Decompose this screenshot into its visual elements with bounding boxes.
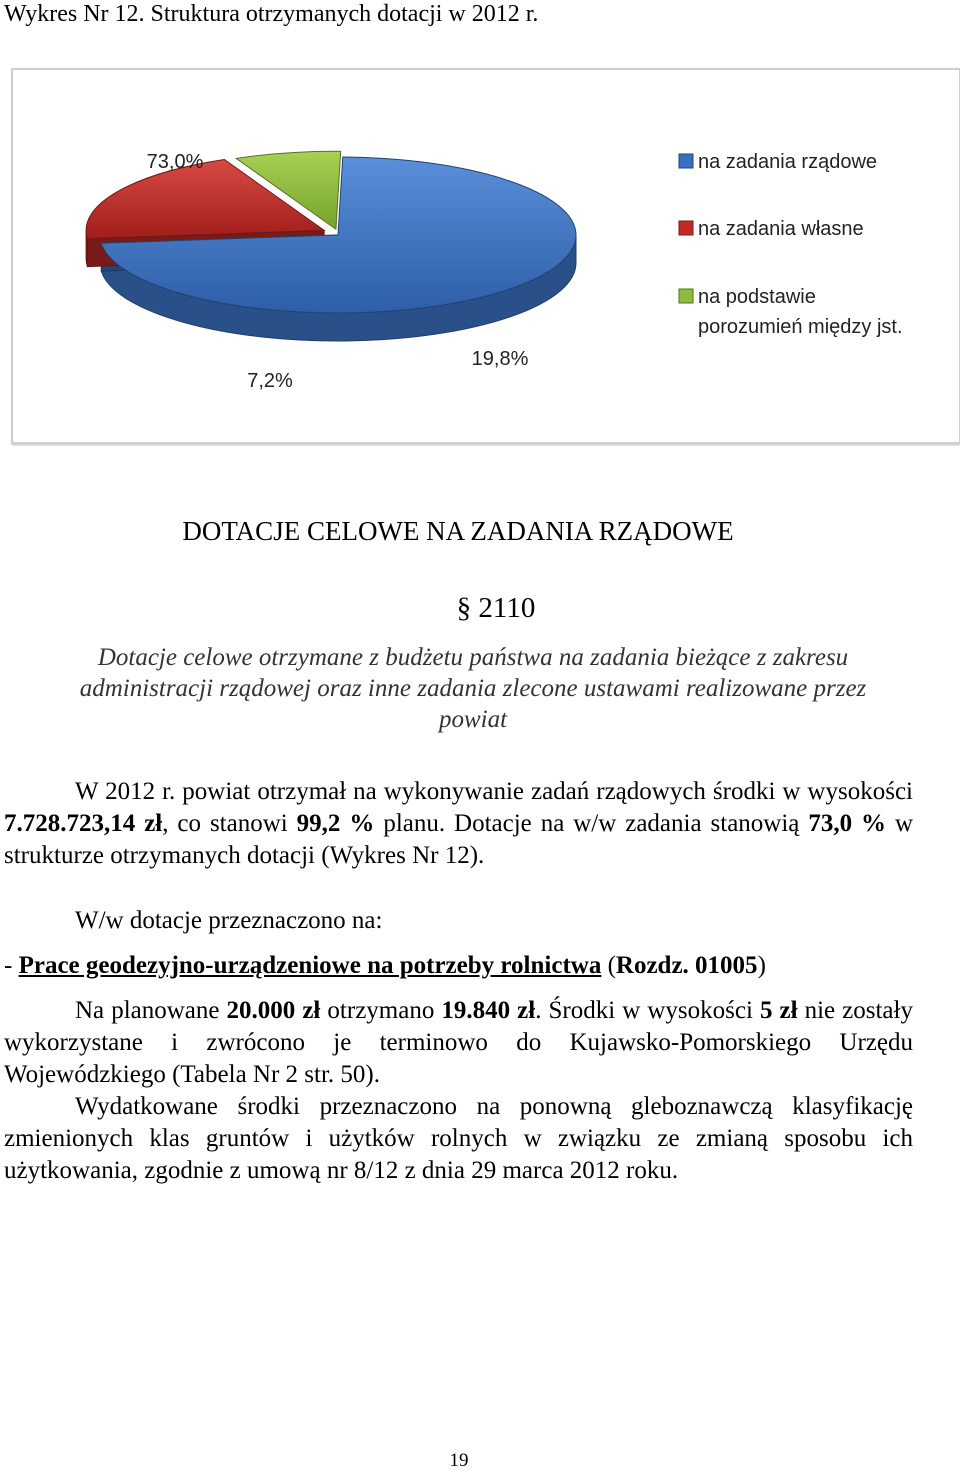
pie-chart xyxy=(11,68,960,444)
section-title: DOTACJE CELOWE NA ZADANIA RZĄDOWE xyxy=(182,516,734,546)
pie-slice-value-label: 73,0% xyxy=(146,151,204,173)
section-code: § 2110 xyxy=(456,592,536,624)
pie-chart-svg xyxy=(13,70,959,442)
paragraph-intro: W/w dotacje przeznaczono na: xyxy=(75,907,383,934)
legend-swatch xyxy=(679,289,693,303)
item-title: Prace geodezyjno-urządzeniowe na potrzeby rolnictwa xyxy=(18,952,602,979)
section-description: Dotacje celowe otrzymane z budżetu państwa na zadania bieżące z zakresu administracji rządowej oraz inne zadania zlecone ustawami realizowane przez powiat xyxy=(79,644,867,733)
legend-swatch xyxy=(679,221,693,235)
page-number: 19 xyxy=(449,1450,469,1471)
legend-entry-label: porozumień między jst. xyxy=(698,316,903,338)
legend xyxy=(679,151,903,338)
legend-swatch xyxy=(679,154,693,168)
list-item-geodesy: - Prace geodezyjno-urządzeniowe na potrzeby rolnictwa (Rozdz. 01005) xyxy=(4,952,766,979)
legend-entry-label: na zadania rządowe xyxy=(698,151,878,173)
paragraph-spending: Wydatkowane środki przeznaczono na ponowną gleboznawczą klasyfikację zmienionych klas gruntów i użytków rolnych w związku ze zmianą sposobu ich użytkowania, zgodnie z umową nr 8/12 z dnia 29 marca 2012 roku. xyxy=(4,1093,913,1184)
legend-entry-label: na podstawie xyxy=(698,286,816,308)
paragraph-summary: W 2012 r. powiat otrzymał na wykonywanie zadań rządowych środki w wysokości 7.728.723,14 zł, co stanowi 99,2 % planu. Dotacje na w/w zadania stanowią 73,0 % w strukturze otrzymanych dotacji (Wykres Nr 12). xyxy=(4,778,914,869)
pie-slice-value-label: 19,8% xyxy=(471,348,529,370)
paragraph-plan: Na planowane 20.000 zł otrzymano 19.840 zł. Środki w wysokości 5 zł nie zostały wykorzystane i zwrócono je terminowo do Kujawsko-Pomorskiego Urzędu Wojewódzkiego (Tabela Nr 2 str. 50). xyxy=(4,997,913,1088)
pie-slice-value-label: 7,2% xyxy=(247,370,293,392)
figure-caption: Wykres Nr 12. Struktura otrzymanych dotacji w 2012 r. xyxy=(4,1,539,27)
pie-slices xyxy=(86,151,576,341)
legend-entry-label: na zadania własne xyxy=(698,218,864,240)
